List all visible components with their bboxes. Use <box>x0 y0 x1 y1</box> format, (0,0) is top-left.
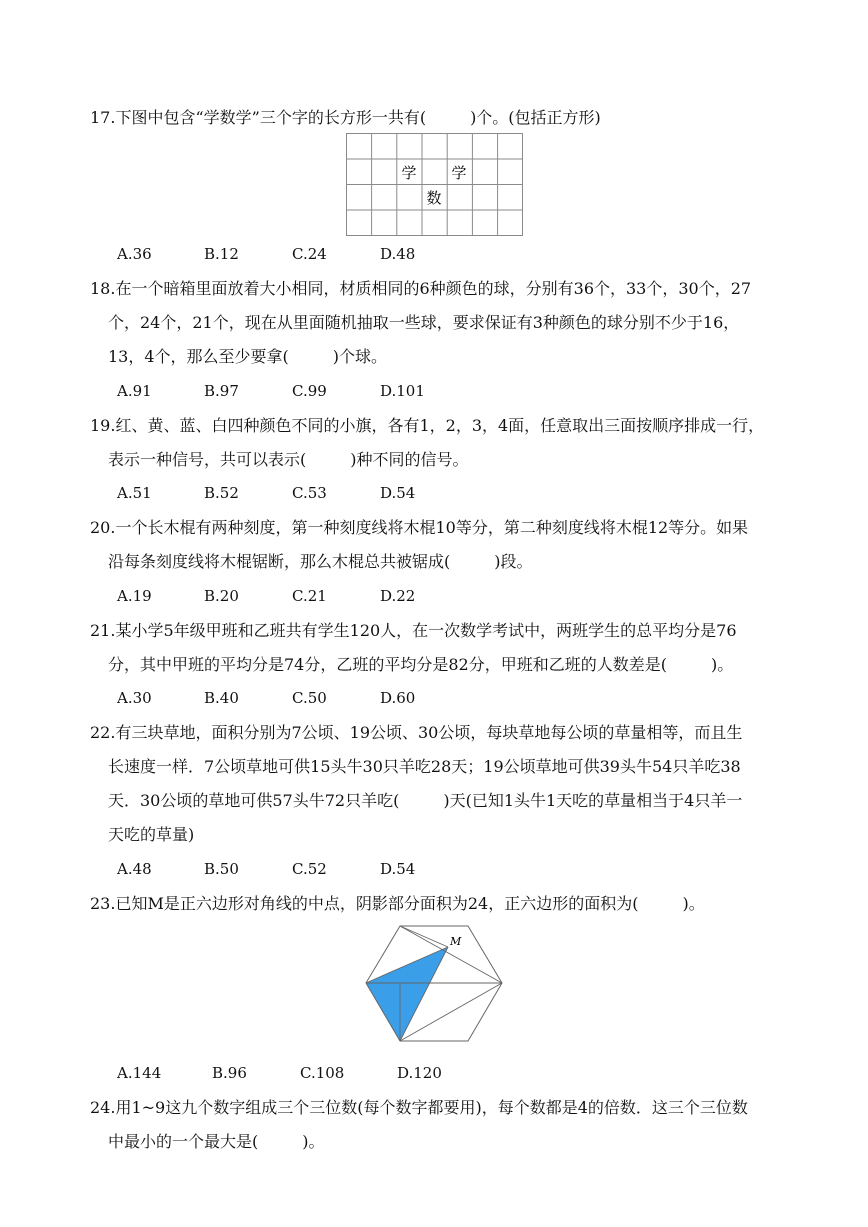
option-b[interactable]: B.97 <box>204 382 239 400</box>
option-b[interactable]: B.96 <box>212 1064 247 1082</box>
option-d[interactable]: D.54 <box>380 484 416 502</box>
question-text: )。 <box>682 894 705 913</box>
question-text: )个球。 <box>332 347 388 366</box>
option-c[interactable]: C.50 <box>292 689 327 707</box>
question-text: 红、黄、蓝、白四种颜色不同的小旗，各有1，2，3，4面，任意取出三面按顺序排成一行， <box>115 416 765 435</box>
grid-char: 学 <box>451 164 467 182</box>
option-d[interactable]: D.101 <box>380 382 425 400</box>
question-text: )。 <box>302 1132 325 1151</box>
option-a[interactable]: A.48 <box>117 860 152 878</box>
question-number: 22. <box>90 723 116 742</box>
option-c[interactable]: C.21 <box>292 587 327 605</box>
hexagon-figure <box>364 925 504 1045</box>
option-c[interactable]: C.52 <box>292 860 327 878</box>
question-number: 24. <box>90 1098 116 1117</box>
question-text: 沿每条刻度线将木棍锯断，那么木棍总共被锯成( <box>108 552 451 571</box>
option-b[interactable]: B.12 <box>204 245 239 263</box>
question-21 <box>90 614 790 682</box>
option-b[interactable]: B.52 <box>204 484 239 502</box>
question-text: 一个长木棍有两种刻度，第一种刻度线将木棍10等分，第二种刻度线将木棍12等分。如果 <box>115 518 749 537</box>
question-text: 有三块草地，面积分别为7公顷、19公顷、30公顷，每块草地每公顷的草量相等，而且生 <box>115 723 743 742</box>
point-m-label: M <box>450 935 462 948</box>
question-number: 21. <box>90 621 116 640</box>
question-text: 天吃的草量) <box>108 825 195 844</box>
option-a[interactable]: A.19 <box>117 587 152 605</box>
question-text: 在一个暗箱里面放着大小相同，材质相同的6种颜色的球，分别有36个，33个，30个，27 <box>115 279 752 298</box>
option-a[interactable]: A.51 <box>117 484 152 502</box>
option-d[interactable]: D.54 <box>380 860 416 878</box>
question-text: 已知M是正六边形对角线的中点，阴影部分面积为24，正六边形的面积为( <box>115 894 639 913</box>
grid-char: 学 <box>401 164 417 182</box>
option-d[interactable]: D.120 <box>397 1064 442 1082</box>
option-d[interactable]: D.60 <box>380 689 416 707</box>
rectangle-grid-figure <box>346 133 524 237</box>
question-22 <box>90 716 790 852</box>
option-c[interactable]: C.99 <box>292 382 327 400</box>
question-text: 13，4个，那么至少要拿( <box>108 347 289 366</box>
option-c[interactable]: C.108 <box>300 1064 345 1082</box>
question-number: 23. <box>90 894 116 913</box>
question-text: )种不同的信号。 <box>350 450 469 469</box>
question-text: 天．30公顷的草地可供57头牛72只羊吃( <box>108 791 400 810</box>
question-23 <box>90 887 790 921</box>
question-text: 用1~9这九个数字组成三个三位数(每个数字都要用)，每个数都是4的倍数．这三个三位数 <box>115 1098 748 1117</box>
question-text: 表示一种信号，共可以表示( <box>108 450 307 469</box>
question-text: 个，24个，21个，现在从里面随机抽取一些球，要求保证有3种颜色的球分别不少于16， <box>108 313 740 332</box>
question-number: 17. <box>90 108 116 127</box>
question-number: 20. <box>90 518 116 537</box>
option-c[interactable]: C.53 <box>292 484 327 502</box>
question-text: )个。(包括正方形) <box>470 108 601 127</box>
option-b[interactable]: B.40 <box>204 689 239 707</box>
option-b[interactable]: B.50 <box>204 860 239 878</box>
question-text: 下图中包含“学数学”三个字的长方形一共有( <box>115 108 427 127</box>
question-19 <box>90 409 790 477</box>
option-c[interactable]: C.24 <box>292 245 327 263</box>
option-a[interactable]: A.91 <box>117 382 152 400</box>
question-number: 19. <box>90 416 116 435</box>
question-18 <box>90 272 790 374</box>
question-text: )段。 <box>494 552 533 571</box>
question-number: 18. <box>90 279 116 298</box>
option-d[interactable]: D.22 <box>380 587 416 605</box>
question-17 <box>90 101 790 135</box>
option-a[interactable]: A.30 <box>117 689 152 707</box>
option-a[interactable]: A.36 <box>117 245 152 263</box>
option-b[interactable]: B.20 <box>204 587 239 605</box>
question-text: 分，其中甲班的平均分是74分，乙班的平均分是82分，甲班和乙班的人数差是( <box>108 655 667 674</box>
grid-char: 数 <box>426 189 442 207</box>
question-24 <box>90 1091 790 1159</box>
question-text: 某小学5年级甲班和乙班共有学生120人，在一次数学考试中，两班学生的总平均分是76 <box>115 621 737 640</box>
question-text: )天(已知1头牛1天吃的草量相当于4只羊一 <box>443 791 743 810</box>
question-text: 长速度一样．7公顷草地可供15头牛30只羊吃28天；19公顷草地可供39头牛54只羊吃38 <box>108 757 741 776</box>
question-20 <box>90 511 790 579</box>
option-a[interactable]: A.144 <box>117 1064 162 1082</box>
question-text: 中最小的一个最大是( <box>108 1132 259 1151</box>
option-d[interactable]: D.48 <box>380 245 416 263</box>
question-text: )。 <box>710 655 734 674</box>
